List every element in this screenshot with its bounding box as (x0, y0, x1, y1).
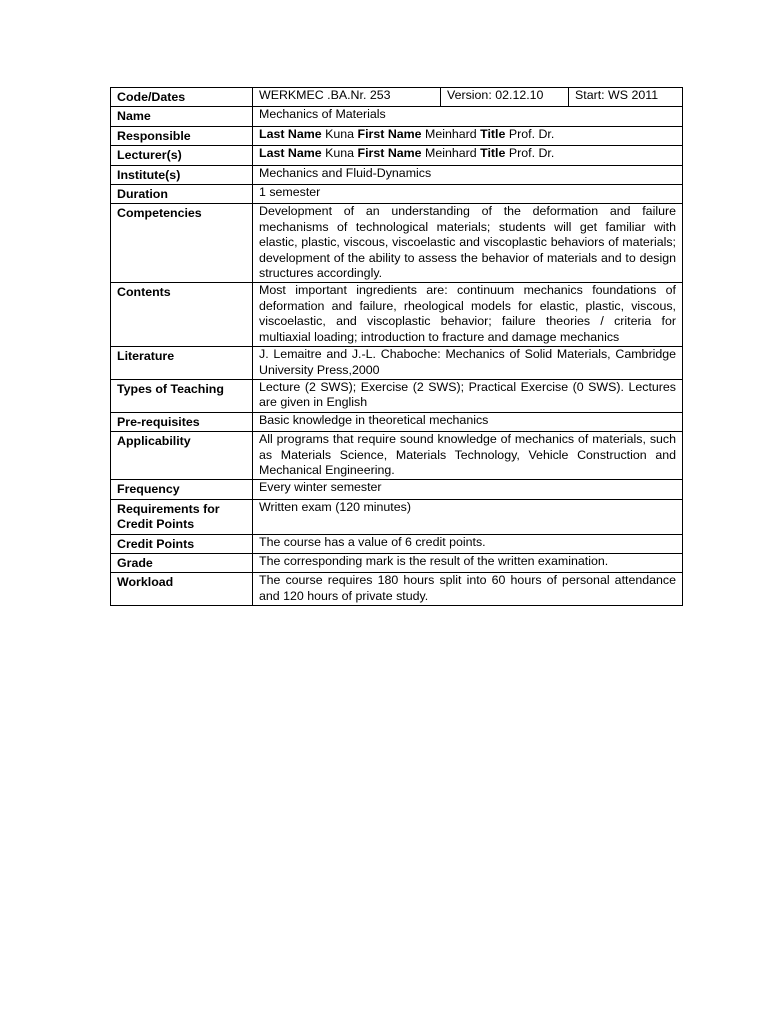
workload-value: The course requires 180 hours split into 60 hours of personal attendance and 120 hours of private study. (253, 573, 683, 606)
module-name: Mechanics of Materials (253, 107, 683, 126)
row-name (111, 107, 683, 126)
competencies-label: Competencies (111, 204, 253, 283)
responsible-first-name: Meinhard (425, 126, 477, 141)
duration-label: Duration (111, 185, 253, 204)
row-responsible (111, 126, 683, 145)
lecturer-first-name: Meinhard (425, 146, 477, 161)
responsible-label: Responsible (111, 126, 253, 145)
module-code: WERKMEC .BA.Nr. 253 (253, 88, 441, 107)
contents-label: Contents (111, 283, 253, 347)
literature-label: Literature (111, 347, 253, 380)
module-description-table (110, 87, 683, 606)
competencies-value: Development of an understanding of the deformation and failure mechanisms of technological materials; students will get familiar with elastic, plastic, viscous, viscoelastic and viscoplastic behaviors of materials; development of the ability to assess the behavior of materials and to design structures accordingly. (253, 204, 683, 283)
module-version: Version: 02.12.10 (441, 88, 569, 107)
contents-value: Most important ingredients are: continuum mechanics foundations of deformation and failure, rheological models for elastic, plastic, viscous, viscoelastic, and viscoplastic behavior; failure theories / criteria for multiaxial loading; introduction to fracture and damage mechanics (253, 283, 683, 347)
frequency-label: Frequency (111, 480, 253, 499)
requirements-value: Written exam (120 minutes) (253, 499, 683, 534)
institutes-label: Institute(s) (111, 165, 253, 184)
institutes-value: Mechanics and Fluid-Dynamics (253, 165, 683, 184)
row-types-of-teaching (111, 379, 683, 412)
responsible-first-name-label: First Name (357, 126, 422, 141)
lecturers-value (253, 146, 683, 165)
grade-value: The corresponding mark is the result of the written examination. (253, 553, 683, 572)
row-requirements (111, 499, 683, 534)
lecturer-last-name: Kuna (325, 146, 355, 161)
prerequisites-value: Basic knowledge in theoretical mechanics (253, 412, 683, 431)
row-code-dates (111, 88, 683, 107)
credit-points-label: Credit Points (111, 534, 253, 553)
row-duration (111, 185, 683, 204)
responsible-last-name: Kuna (325, 126, 355, 141)
lecturers-label: Lecturer(s) (111, 146, 253, 165)
responsible-title: Prof. Dr. (508, 126, 555, 141)
row-competencies (111, 204, 683, 283)
row-workload (111, 573, 683, 606)
module-start: Start: WS 2011 (569, 88, 683, 107)
responsible-value (253, 126, 683, 145)
applicability-value: All programs that require sound knowledge of mechanics of materials, such as Materials Science, Materials Technology, Vehicle Construction and Mechanical Engineering. (253, 432, 683, 480)
types-of-teaching-label: Types of Teaching (111, 379, 253, 412)
frequency-value: Every winter semester (253, 480, 683, 499)
prerequisites-label: Pre-requisites (111, 412, 253, 431)
lecturer-title-label: Title (480, 146, 506, 161)
row-frequency (111, 480, 683, 499)
literature-value: J. Lemaitre and J.-L. Chaboche: Mechanics of Solid Materials, Cambridge University Press,2000 (253, 347, 683, 380)
duration-value: 1 semester (253, 185, 683, 204)
requirements-label: Requirements for Credit Points (111, 499, 253, 534)
row-grade (111, 553, 683, 572)
lecturer-last-name-label: Last Name (259, 146, 322, 161)
lecturer-first-name-label: First Name (357, 146, 422, 161)
credit-points-value: The course has a value of 6 credit points. (253, 534, 683, 553)
row-lecturers (111, 146, 683, 165)
grade-label: Grade (111, 553, 253, 572)
row-contents (111, 283, 683, 347)
code-dates-label: Code/Dates (111, 88, 253, 107)
row-credit-points (111, 534, 683, 553)
row-applicability (111, 432, 683, 480)
applicability-label: Applicability (111, 432, 253, 480)
responsible-title-label: Title (480, 126, 506, 141)
row-literature (111, 347, 683, 380)
types-of-teaching-value: Lecture (2 SWS); Exercise (2 SWS); Practical Exercise (0 SWS). Lectures are given in English (253, 379, 683, 412)
lecturer-title: Prof. Dr. (508, 146, 555, 161)
workload-label: Workload (111, 573, 253, 606)
row-institutes (111, 165, 683, 184)
row-prerequisites (111, 412, 683, 431)
responsible-last-name-label: Last Name (259, 126, 322, 141)
name-label: Name (111, 107, 253, 126)
